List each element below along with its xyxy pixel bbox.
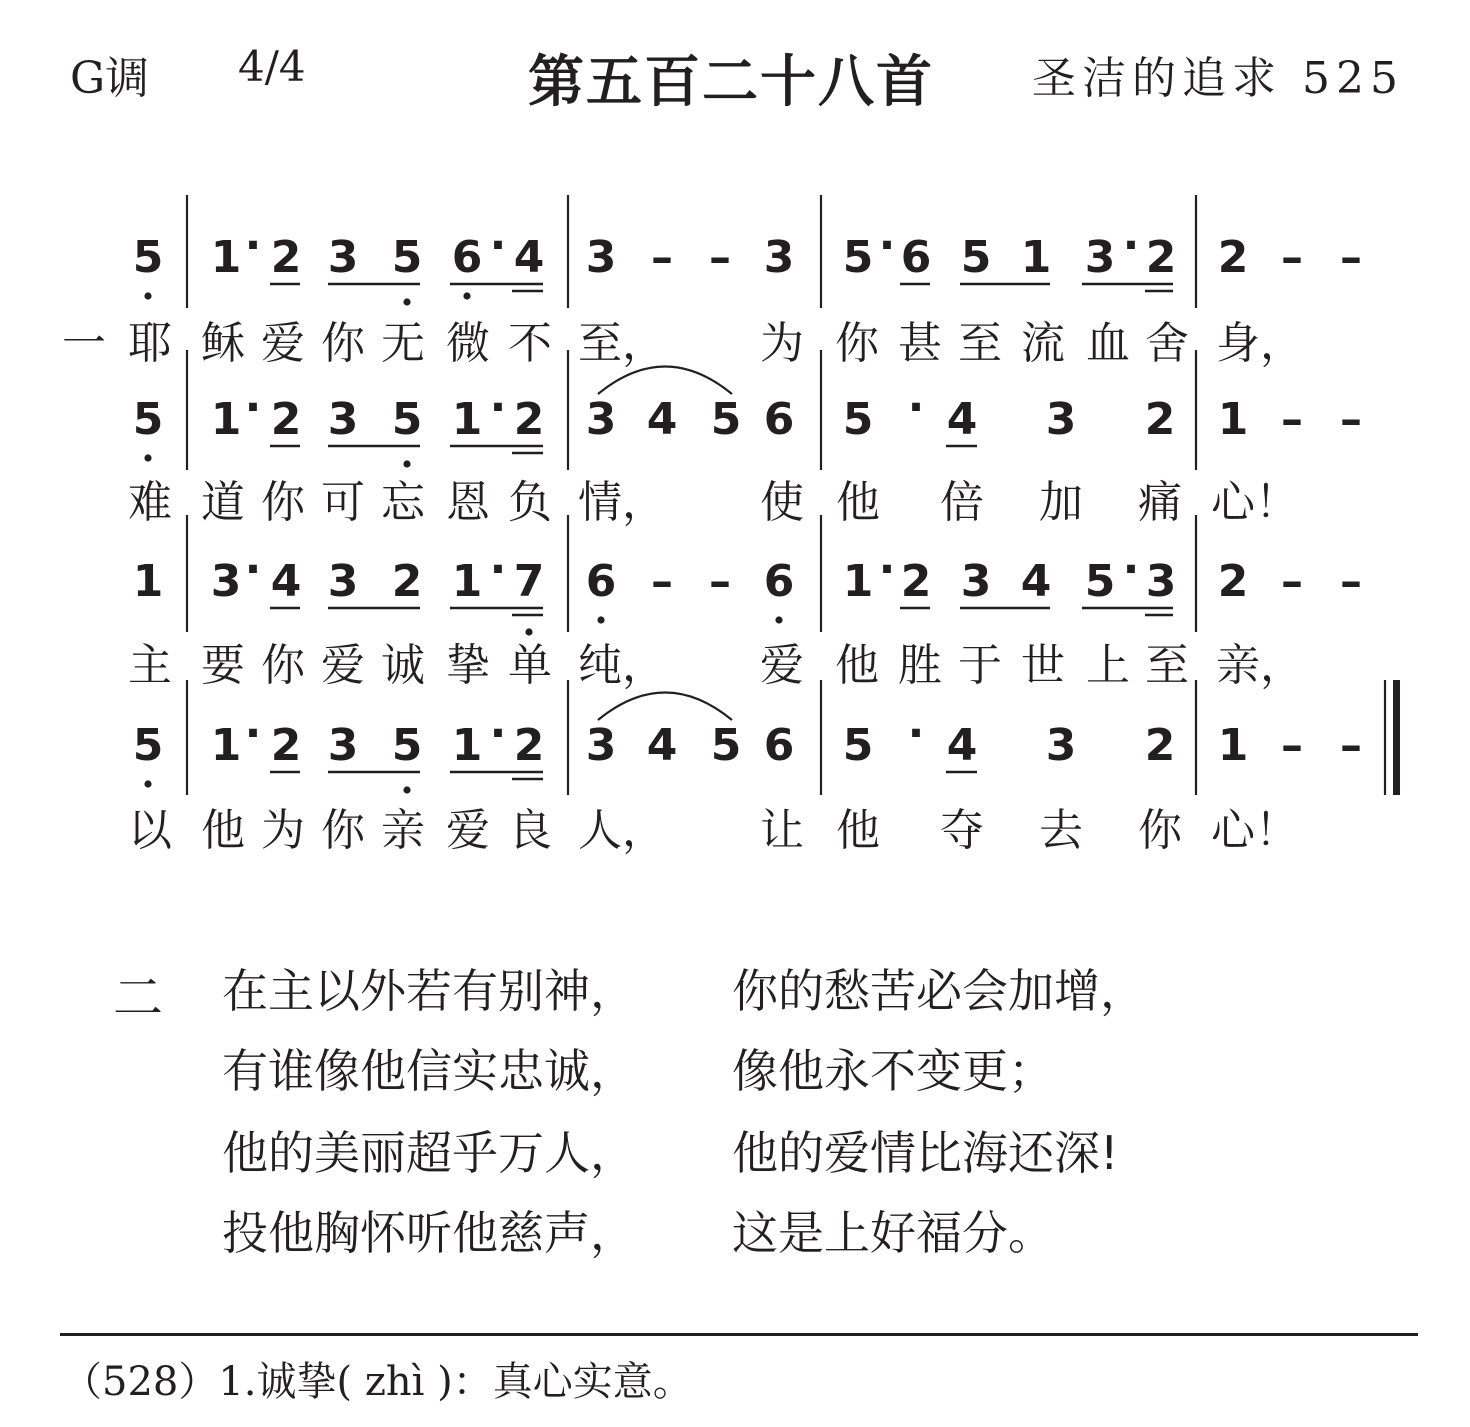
- augmentation-dot: ·: [878, 544, 896, 595]
- note: 3: [327, 556, 359, 607]
- lyric-syllable: 主: [128, 640, 172, 691]
- note: 3: [585, 720, 617, 771]
- pickup-note: 5: [132, 232, 164, 283]
- dash-extension: –: [1340, 232, 1362, 283]
- lyric-syllable: 可: [321, 477, 365, 528]
- note: 2: [1217, 556, 1249, 607]
- note: 2: [1145, 232, 1177, 283]
- lyric-syllable: 爱: [760, 640, 804, 691]
- lyric-syllable: 人，: [578, 805, 666, 856]
- note: 2: [270, 394, 302, 445]
- verse2-line-3b: 他的爱情比海还深!: [732, 1126, 1119, 1180]
- note: 5: [960, 232, 992, 283]
- note: 6: [585, 556, 617, 607]
- lyric-syllable: 加: [1039, 477, 1083, 528]
- slur-arc: [598, 367, 732, 395]
- note: 6: [451, 232, 483, 283]
- note: 4: [513, 232, 545, 283]
- note: 6: [763, 720, 795, 771]
- dash-extension: –: [709, 232, 731, 283]
- note: 7: [513, 556, 545, 607]
- verse-number: 二: [113, 969, 163, 1027]
- augmentation-dot: ·: [907, 708, 925, 759]
- lyric-syllable: 你: [261, 477, 305, 528]
- dash-extension: –: [1281, 232, 1303, 283]
- augmentation-dot: ·: [907, 382, 925, 433]
- augmentation-dot: ·: [878, 220, 896, 271]
- augmentation-dot: ·: [244, 708, 262, 759]
- augmentation-dot: ·: [244, 220, 262, 271]
- octave-dot-low: [403, 786, 410, 793]
- note: 1: [451, 720, 483, 771]
- dash-extension: –: [1281, 556, 1303, 607]
- augmentation-dot: ·: [1122, 544, 1140, 595]
- note: 5: [842, 232, 874, 283]
- dash-extension: –: [651, 232, 673, 283]
- dash-extension: –: [651, 556, 673, 607]
- lyric-syllable: 负: [508, 477, 552, 528]
- note: 5: [842, 394, 874, 445]
- note: 4: [946, 720, 978, 771]
- verse2-line-2a: 有谁像他信实忠诚，: [222, 1044, 636, 1098]
- octave-dot-low: [144, 780, 151, 787]
- pickup-note: 1: [132, 556, 164, 607]
- note: 3: [1145, 556, 1177, 607]
- lyric-syllable: 舍: [1145, 318, 1189, 369]
- augmentation-dot: ·: [489, 544, 507, 595]
- octave-dot-low: [463, 292, 470, 299]
- footnote: （528）1.诚挚( zhì )：真心实意。: [62, 1359, 693, 1405]
- lyric-syllable: 微: [446, 318, 490, 369]
- dash-extension: –: [1340, 720, 1362, 771]
- octave-dot-low: [144, 292, 151, 299]
- dash-extension: –: [1340, 394, 1362, 445]
- note: 4: [270, 556, 302, 607]
- lyric-syllable: 于: [958, 640, 1002, 691]
- note: 5: [391, 720, 423, 771]
- note: 1: [842, 556, 874, 607]
- pickup-note: 5: [132, 394, 164, 445]
- lyric-syllable: 情，: [578, 477, 666, 528]
- lyric-syllable: 身，: [1216, 318, 1304, 369]
- note: 2: [1144, 394, 1176, 445]
- note: 3: [585, 394, 617, 445]
- lyric-syllable: 为: [261, 805, 305, 856]
- lyric-syllable: 他: [836, 805, 880, 856]
- lyric-syllable: 难: [128, 477, 172, 528]
- lyric-syllable: 爱: [261, 318, 305, 369]
- note: 6: [900, 232, 932, 283]
- note: 6: [763, 556, 795, 607]
- time-signature: 4/4: [238, 42, 306, 91]
- lyric-syllable: 忘: [381, 477, 425, 528]
- note: 5: [391, 394, 423, 445]
- note: 4: [1020, 556, 1052, 607]
- lyric-syllable: 无: [381, 318, 425, 369]
- octave-dot-low: [144, 454, 151, 461]
- note: 3: [327, 720, 359, 771]
- lyric-syllable: 去: [1039, 805, 1083, 856]
- octave-dot-low: [775, 616, 782, 623]
- augmentation-dot: ·: [489, 220, 507, 271]
- lyric-syllable: 倍: [940, 477, 984, 528]
- lyric-syllable: 亲: [381, 805, 425, 856]
- lyric-syllable: 诚: [381, 640, 425, 691]
- note: 3: [585, 232, 617, 283]
- lyric-syllable: 以: [128, 805, 172, 856]
- augmentation-dot: ·: [489, 708, 507, 759]
- hymn-title: 第五百二十八首: [528, 50, 934, 115]
- lyric-syllable: 使: [760, 477, 804, 528]
- note: 2: [391, 556, 423, 607]
- hymnal-reference: 圣洁的追求 525: [1032, 53, 1404, 104]
- pickup-note: 5: [132, 720, 164, 771]
- lyric-syllable: 你: [321, 805, 365, 856]
- lyric-syllable: 甚: [898, 318, 942, 369]
- footnote-divider: [60, 1333, 1418, 1336]
- note: 5: [842, 720, 874, 771]
- lyric-syllable: 让: [760, 805, 804, 856]
- lyric-syllable: 你: [835, 318, 879, 369]
- note: 2: [270, 720, 302, 771]
- note: 3: [327, 232, 359, 283]
- lyric-syllable: 心！: [1211, 477, 1299, 528]
- note: 2: [513, 394, 545, 445]
- lyric-syllable: 血: [1086, 318, 1130, 369]
- note: 2: [1217, 232, 1249, 283]
- lyric-syllable: 你: [321, 318, 365, 369]
- octave-dot-low: [403, 460, 410, 467]
- lyric-syllable: 流: [1021, 318, 1065, 369]
- lyric-syllable: 爱: [446, 805, 490, 856]
- note: 6: [763, 394, 795, 445]
- note: 5: [1084, 556, 1116, 607]
- lyric-syllable: 你: [1138, 805, 1182, 856]
- lyric-syllable: 你: [261, 640, 305, 691]
- final-bar-thick: [1393, 680, 1400, 795]
- octave-dot-low: [597, 616, 604, 623]
- note: 2: [270, 232, 302, 283]
- note: 1: [1217, 394, 1249, 445]
- lyric-syllable: 他: [836, 477, 880, 528]
- lyric-syllable: 夺: [940, 805, 984, 856]
- note: 5: [710, 720, 742, 771]
- dash-extension: –: [1281, 394, 1303, 445]
- lyric-syllable: 亲，: [1216, 640, 1304, 691]
- verse2-line-1a: 在主以外若有别神，: [222, 964, 636, 1018]
- augmentation-dot: ·: [244, 544, 262, 595]
- note: 1: [451, 394, 483, 445]
- lyric-syllable: 道: [201, 477, 245, 528]
- note: 3: [1084, 232, 1116, 283]
- lyric-syllable: 至，: [578, 318, 666, 369]
- lyric-syllable: 单: [508, 640, 552, 691]
- note: 3: [1045, 394, 1077, 445]
- slur-arc: [598, 693, 732, 721]
- note: 5: [710, 394, 742, 445]
- lyric-syllable: 不: [508, 318, 552, 369]
- note: 2: [1144, 720, 1176, 771]
- verse-number: 一: [62, 318, 106, 369]
- note: 1: [210, 720, 242, 771]
- lyric-syllable: 痛: [1138, 477, 1182, 528]
- lyric-syllable: 纯，: [578, 640, 666, 691]
- verse2-line-2b: 像他永不变更；: [732, 1044, 1054, 1098]
- note: 3: [960, 556, 992, 607]
- dash-extension: –: [1281, 720, 1303, 771]
- note: 2: [900, 556, 932, 607]
- note: 1: [1217, 720, 1249, 771]
- lyric-syllable: 上: [1086, 640, 1130, 691]
- lyric-syllable: 耶: [128, 318, 172, 369]
- note: 3: [327, 394, 359, 445]
- lyric-syllable: 至: [958, 318, 1002, 369]
- lyric-syllable: 心！: [1211, 805, 1299, 856]
- note: 1: [210, 232, 242, 283]
- lyric-syllable: 他: [835, 640, 879, 691]
- lyric-syllable: 稣: [201, 318, 245, 369]
- lyric-syllable: 为: [760, 318, 804, 369]
- note: 1: [451, 556, 483, 607]
- augmentation-dot: ·: [244, 382, 262, 433]
- note: 4: [646, 394, 678, 445]
- lyric-syllable: 挚: [446, 640, 490, 691]
- augmentation-dot: ·: [489, 382, 507, 433]
- note: 3: [763, 232, 795, 283]
- lyric-syllable: 恩: [446, 477, 490, 528]
- note: 1: [1020, 232, 1052, 283]
- octave-dot-low: [403, 298, 410, 305]
- lyric-syllable: 至: [1145, 640, 1189, 691]
- verse2-line-3a: 他的美丽超乎万人，: [222, 1126, 636, 1180]
- lyric-syllable: 胜: [898, 640, 942, 691]
- note: 3: [210, 556, 242, 607]
- lyric-syllable: 爱: [321, 640, 365, 691]
- note: 1: [210, 394, 242, 445]
- dash-extension: –: [709, 556, 731, 607]
- lyric-syllable: 良: [508, 805, 552, 856]
- dash-extension: –: [1340, 556, 1362, 607]
- verse2-line-4b: 这是上好福分。: [732, 1206, 1054, 1260]
- note: 4: [946, 394, 978, 445]
- verse2-line-1b: 你的愁苦必会加增，: [732, 964, 1146, 1018]
- lyric-syllable: 要: [201, 640, 245, 691]
- octave-dot-low: [525, 628, 532, 635]
- note: 2: [513, 720, 545, 771]
- lyric-syllable: 他: [201, 805, 245, 856]
- key-signature: G调: [70, 53, 150, 104]
- note: 4: [646, 720, 678, 771]
- augmentation-dot: ·: [1122, 220, 1140, 271]
- note: 5: [391, 232, 423, 283]
- verse2-line-4a: 投他胸怀听他慈声，: [222, 1206, 636, 1260]
- note: 3: [1045, 720, 1077, 771]
- lyric-syllable: 世: [1021, 640, 1065, 691]
